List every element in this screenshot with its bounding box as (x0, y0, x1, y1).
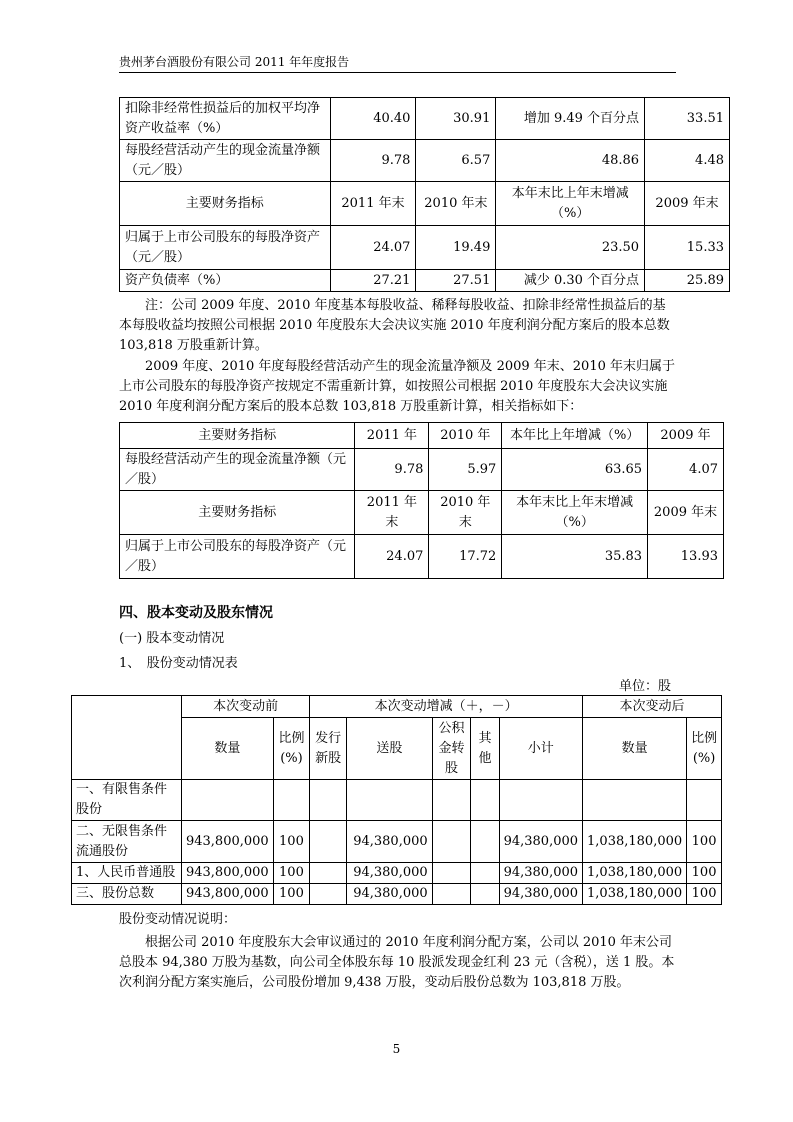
issue (310, 884, 347, 905)
ratio-before: 100 (273, 884, 310, 905)
value-2010: 30.91 (416, 98, 496, 140)
table-row (120, 226, 730, 270)
header-reserve: 公积金转股 (432, 718, 471, 780)
header-2011: 2011 年 (355, 423, 429, 449)
header-ratio-after: 比例(%) (687, 718, 722, 780)
qty-after: 1,038,180,000 (583, 884, 687, 905)
table-row (120, 535, 724, 579)
page-number: 5 (392, 1042, 401, 1056)
ratio-after: 100 (687, 863, 722, 884)
bonus: 94,380,000 (347, 884, 433, 905)
subtotal (499, 780, 582, 821)
value-2010: 6.57 (416, 140, 496, 182)
value-change: 增加 9.49 个百分点 (496, 98, 645, 140)
table-header-row (120, 182, 730, 226)
bonus: 94,380,000 (347, 821, 433, 863)
row-label: 1、人民币普通股 (72, 863, 182, 884)
value-2009: 4.07 (648, 449, 724, 491)
subtotal: 94,380,000 (499, 884, 582, 905)
explain-paragraph: 根据公司 2010 年度股东大会审议通过的 2010 年度利润分配方案，公司以 2010 年末公司总股本 94,380 万股为基数，向公司全体股东每 10 股派发现金红利 23 元（含税），送 1 股。本次利润分配方案实施后，公司股份增加 9,438 万股，变动后股份总数为 103,818 万股。 (119, 935, 675, 990)
row-label: 三、股份总数 (72, 884, 182, 905)
value-change: 63.65 (502, 449, 648, 491)
financial-indicators-table (119, 97, 730, 292)
reserve (432, 884, 471, 905)
qty-before (181, 780, 273, 821)
header-2011: 2011 年末 (355, 491, 429, 535)
subsection-title: (一) 股本变动情况 (119, 631, 225, 646)
header-label: 主要财务指标 (120, 423, 355, 449)
value-2009: 13.93 (648, 535, 724, 579)
header-issue: 发行新股 (310, 718, 347, 780)
qty-after (583, 780, 687, 821)
reserve (432, 863, 471, 884)
section-title: 四、股本变动及股东情况 (119, 605, 273, 621)
ratio-after: 100 (687, 821, 722, 863)
table-group-header (72, 696, 722, 718)
other (471, 884, 499, 905)
issue (310, 863, 347, 884)
header-2010: 2010 年末 (416, 182, 496, 226)
reserve (432, 821, 471, 863)
header-other: 其他 (471, 718, 499, 780)
row-label: 二、无限售条件流通股份 (72, 821, 182, 863)
other (471, 821, 499, 863)
value-2011: 9.78 (330, 140, 416, 182)
row-label: 每股经营活动产生的现金流量净额（元／股） (120, 140, 331, 182)
qty-after: 1,038,180,000 (583, 821, 687, 863)
bonus: 94,380,000 (347, 863, 433, 884)
table-row (120, 270, 730, 292)
other (471, 780, 499, 821)
subtotal: 94,380,000 (499, 821, 582, 863)
table-row (72, 780, 722, 821)
header-qty-before: 数量 (181, 718, 273, 780)
table-row (72, 863, 722, 884)
other (471, 863, 499, 884)
value-2011: 24.07 (330, 226, 416, 270)
note-paragraph: 注：公司 2009 年度、2010 年度基本每股收益、稀释每股收益、扣除非经常性损益后的基本每股收益均按照公司根据 2010 年度股东大会决议实施 2010 年度利润分配方案后的股本总数 103,818 万股重新计算。 (119, 298, 670, 353)
value-change: 48.86 (496, 140, 645, 182)
recalculated-indicators-table (119, 422, 724, 579)
ratio-before: 100 (273, 821, 310, 863)
reserve (432, 780, 471, 821)
value-2011: 27.21 (330, 270, 416, 292)
header-change: 本年比上年增减（%） (502, 423, 648, 449)
value-2009: 15.33 (645, 226, 730, 270)
row-label: 归属于上市公司股东的每股净资产（元／股） (120, 226, 331, 270)
table-header-row (120, 423, 724, 449)
qty-before: 943,800,000 (181, 821, 273, 863)
issue (310, 821, 347, 863)
header-change: 本年末比上年末增减（%） (502, 491, 648, 535)
table-header-row (120, 491, 724, 535)
value-2009: 4.48 (645, 140, 730, 182)
row-label: 扣除非经常性损益后的加权平均净资产收益率（%） (120, 98, 331, 140)
qty-before: 943,800,000 (181, 863, 273, 884)
row-label: 资产负债率（%） (120, 270, 331, 292)
page-header: 贵州茅台酒股份有限公司 2011 年年度报告 (119, 54, 676, 73)
value-change: 35.83 (502, 535, 648, 579)
row-label: 每股经营活动产生的现金流量净额（元／股） (120, 449, 355, 491)
header-bonus: 送股 (347, 718, 433, 780)
qty-before: 943,800,000 (181, 884, 273, 905)
value-2010: 5.97 (429, 449, 502, 491)
group-after: 本次变动后 (583, 696, 722, 718)
ratio-after: 100 (687, 884, 722, 905)
group-before: 本次变动前 (181, 696, 309, 718)
value-2011: 24.07 (355, 535, 429, 579)
value-2010: 19.49 (416, 226, 496, 270)
explain-title: 股份变动情况说明： (119, 912, 237, 927)
row-label: 一、有限售条件股份 (72, 780, 182, 821)
bonus (347, 780, 433, 821)
qty-after: 1,038,180,000 (583, 863, 687, 884)
table-row (120, 98, 730, 140)
issue (310, 780, 347, 821)
header-2009: 2009 年 (648, 423, 724, 449)
value-change: 减少 0.30 个百分点 (496, 270, 645, 292)
subtotal: 94,380,000 (499, 863, 582, 884)
ratio-before (273, 780, 310, 821)
ratio-after (687, 780, 722, 821)
table-row (72, 821, 722, 863)
table-row (120, 140, 730, 182)
value-2010: 17.72 (429, 535, 502, 579)
recalc-paragraph: 2009 年度、2010 年度每股经营活动产生的现金流量净额及 2009 年末、2010 年末归属于上市公司股东的每股净资产按规定不需重新计算，如按照公司根据 2010 年度股东大会决议实施 2010 年度利润分配方案后的股本总数 103,818 万股重新计算，相关指标如下： (119, 359, 675, 414)
header-label: 主要财务指标 (120, 491, 355, 535)
group-change: 本次变动增减（＋，－） (310, 696, 583, 718)
header-2010: 2010 年 (429, 423, 502, 449)
corner-cell (72, 696, 182, 780)
header-2009: 2009 年末 (648, 491, 724, 535)
header-qty-after: 数量 (583, 718, 687, 780)
share-change-table (71, 695, 722, 905)
value-2011: 40.40 (330, 98, 416, 140)
unit-label: 单位：股 (619, 679, 672, 694)
value-2011: 9.78 (355, 449, 429, 491)
header-label: 主要财务指标 (120, 182, 331, 226)
header-2009: 2009 年末 (645, 182, 730, 226)
value-change: 23.50 (496, 226, 645, 270)
value-2009: 25.89 (645, 270, 730, 292)
header-2010: 2010 年末 (429, 491, 502, 535)
table-row (72, 884, 722, 905)
header-subtotal: 小计 (499, 718, 582, 780)
subsection-item: 1、 股份变动情况表 (119, 656, 238, 671)
header-ratio-before: 比例(%) (273, 718, 310, 780)
value-2010: 27.51 (416, 270, 496, 292)
header-2011: 2011 年末 (330, 182, 416, 226)
row-label: 归属于上市公司股东的每股净资产（元／股） (120, 535, 355, 579)
table-row (120, 449, 724, 491)
value-2009: 33.51 (645, 98, 730, 140)
header-change: 本年末比上年末增减（%） (496, 182, 645, 226)
ratio-before: 100 (273, 863, 310, 884)
